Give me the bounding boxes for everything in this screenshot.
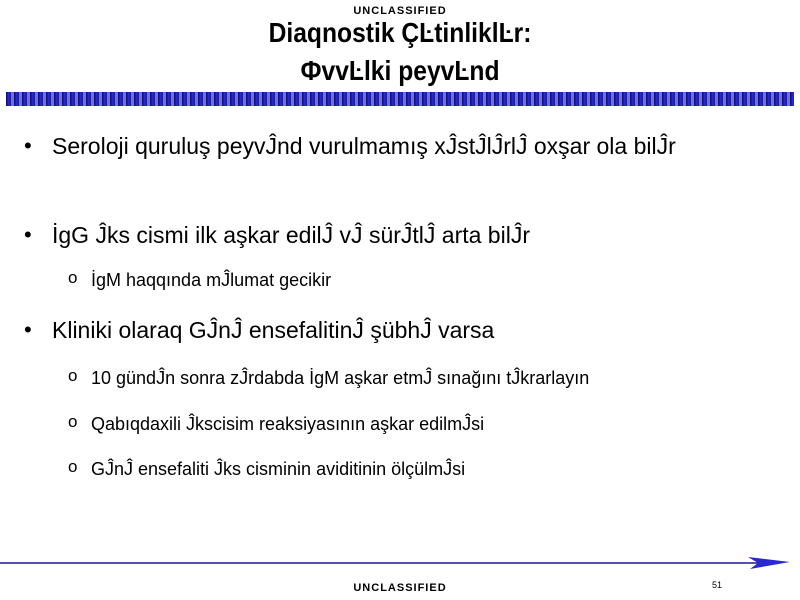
sub-bullet-text: Qabıqdaxili Ĵkscisim reaksiyasının aşkar edilmĴsi	[91, 414, 485, 434]
footer-arrow-line	[0, 556, 800, 570]
sub-bullet-marker: o	[68, 412, 78, 431]
bullet-item	[24, 217, 764, 253]
sub-bullet-marker: o	[68, 366, 78, 385]
sub-bullet-item	[68, 410, 768, 438]
bullet-text: Seroloji quruluş peyvĴnd vurulmamış xĴstĴlĴrlĴ oxşar ola bilĴr	[52, 133, 676, 159]
bullet-item	[24, 128, 764, 164]
sub-bullet-text: GĴnĴ ensefaliti Ĵks cisminin aviditinin ölçülmĴsi	[91, 459, 466, 479]
sub-bullet-item	[68, 364, 768, 392]
bullet-text: Kliniki olaraq GĴnĴ ensefalitinĴ şübhĴ varsa	[52, 317, 495, 343]
bullet-text: İgG Ĵks cismi ilk aşkar edilĴ vĴ sürĴtlĴ arta bilĴr	[52, 222, 530, 248]
slide-title-line-1: Diaqnostik ÇĿtinliklĿr:	[268, 17, 532, 48]
sub-bullet-item	[68, 455, 768, 483]
top-classification-banner: UNCLASSIFIED	[353, 5, 447, 17]
title-underline-bar	[6, 92, 794, 106]
slide-title	[48, 14, 752, 90]
bullet-item	[24, 312, 764, 348]
bullet-marker: •	[24, 222, 32, 247]
sub-bullet-text: İgM haqqında mĴlumat gecikir	[91, 270, 332, 290]
bullet-marker: •	[24, 317, 32, 342]
bullet-marker: •	[24, 133, 32, 158]
slide-title-line-2: ФvvĿlki peyvĿnd	[300, 55, 500, 86]
sub-bullet-marker: o	[68, 457, 78, 476]
sub-bullet-item	[68, 266, 768, 294]
sub-bullet-marker: o	[68, 268, 78, 287]
page-number: 51	[712, 580, 723, 590]
sub-bullet-text: 10 gündĴn sonra zĴrdabda İgM aşkar etmĴ sınağını tĴkrarlayın	[91, 368, 590, 388]
bottom-classification-banner: UNCLASSIFIED	[353, 582, 447, 594]
